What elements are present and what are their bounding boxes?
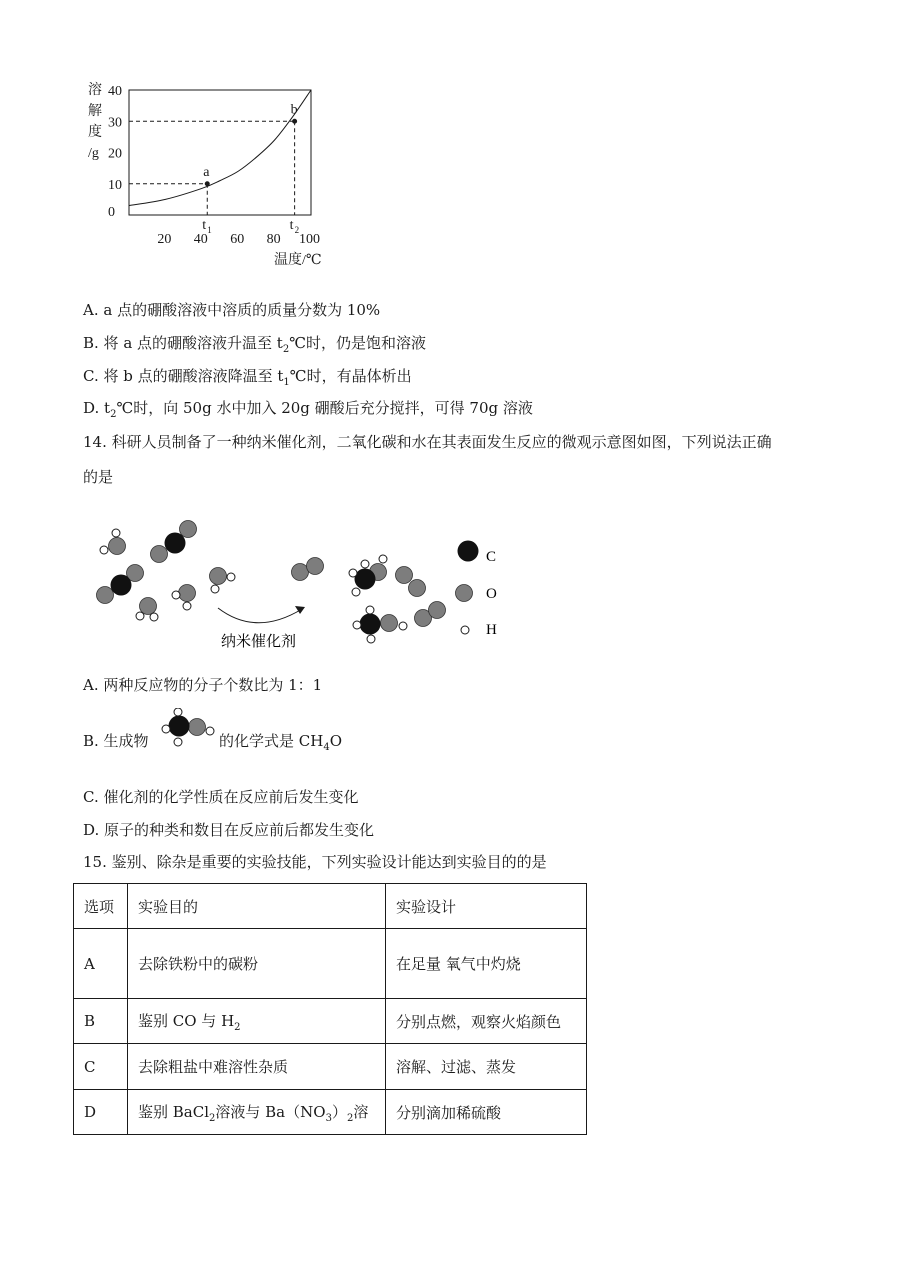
legend-c: C — [486, 549, 497, 565]
solubility-curve — [129, 90, 311, 206]
table-row — [74, 1090, 587, 1135]
hydrogen-legend-icon — [461, 626, 469, 634]
o2-molecule — [292, 558, 324, 581]
row-design: 分别点燃，观察火焰颜色 — [386, 999, 587, 1044]
row-goal: 去除粗盐中难溶性杂质 — [128, 1044, 386, 1090]
point-t-subscript: 1 — [207, 225, 212, 235]
row-goal: 去除铁粉中的碳粉 — [128, 929, 386, 999]
x-tick-label: 40 — [193, 232, 208, 247]
y-tick-label: 40 — [108, 84, 122, 99]
y-tick-label: 0 — [108, 205, 115, 220]
x-tick-label: 100 — [299, 232, 320, 247]
row-design: 溶解、过滤、蒸发 — [386, 1044, 587, 1090]
point-label: a — [203, 164, 210, 180]
point-t-label: t — [202, 218, 207, 233]
water-molecule — [210, 568, 236, 594]
ylabel-char-3: /g — [88, 146, 99, 161]
water-molecule — [100, 529, 126, 555]
row-goal: 鉴别 BaCl$_2$溶液与 $Ba(NO_3)_2$溶 — [128, 1090, 386, 1135]
x-tick-label: 80 — [266, 232, 281, 247]
ch4o-molecule — [349, 555, 387, 596]
ch4o-molecule-icon — [158, 708, 218, 752]
table-row — [74, 929, 587, 999]
x-tick-label: 60 — [230, 232, 245, 247]
row-design: 在足量 氧气中灼烧 — [386, 929, 587, 999]
solubility-chart — [80, 78, 340, 274]
ylabel-char-2: 度 — [88, 125, 102, 140]
q13-option-b: B. 将 a 点的硼酸溶液升温至 $t_2℃$时，仍是饱和溶液 — [83, 334, 426, 355]
q14-stem-line2: 的是 — [83, 468, 114, 486]
row-design: 分别滴加稀硫酸 — [386, 1090, 587, 1135]
y-tick-label: 10 — [108, 177, 122, 193]
q14-option-b-suffix: 的化学式是 $CH_4O$ — [219, 732, 343, 753]
table-row — [74, 1044, 587, 1090]
ch4o-molecule — [353, 606, 407, 643]
xlabel: 温度/℃ — [274, 253, 322, 268]
oxygen-legend-icon — [456, 585, 473, 602]
co2-molecule — [97, 565, 144, 604]
experiment-table — [73, 883, 587, 1135]
header-design: 实验设计 — [386, 884, 587, 929]
q14-option-a: A. 两种反应物的分子个数比为 1：1 — [83, 676, 323, 694]
data-point — [292, 119, 297, 124]
legend — [456, 541, 498, 639]
y-tick-label: 30 — [108, 115, 122, 131]
y-tick-label: 20 — [108, 146, 122, 162]
point-t-label: t — [289, 218, 294, 233]
arrow-head-icon — [295, 606, 305, 614]
row-goal: 鉴别 CO 与 $H_2$ — [128, 999, 386, 1044]
point-label: b — [290, 102, 298, 118]
table-row — [74, 999, 587, 1044]
legend-h: H — [486, 622, 497, 638]
q13-option-d: D. $t_2℃$时，向 50g 水中加入 20g 硼酸后充分搅拌，可得 70g 溶液 — [83, 399, 533, 420]
o2-molecule — [396, 567, 426, 597]
o2-molecule — [415, 602, 446, 627]
reaction-arrow — [218, 608, 302, 623]
row-option: A — [74, 929, 128, 999]
q15-stem: 15. 鉴别、除杂是重要的实验技能，下列实验设计能达到实验目的的是 — [83, 853, 547, 871]
row-option: D — [74, 1090, 128, 1135]
point-t-subscript: 2 — [294, 225, 300, 235]
reaction-diagram — [90, 515, 510, 655]
legend-o: O — [486, 586, 497, 602]
co2-molecule — [151, 521, 197, 563]
ylabel-char-1: 解 — [88, 104, 102, 119]
header-goal: 实验目的 — [128, 884, 386, 929]
q13-option-c: C. 将 b 点的硼酸溶液降温至 $t_1℃$时，有晶体析出 — [83, 367, 412, 388]
q14-option-d: D. 原子的种类和数目在反应前后都发生变化 — [83, 821, 375, 839]
carbon-legend-icon — [458, 541, 479, 562]
table-header-row — [74, 884, 587, 929]
q14-option-b-prefix: B. 生成物 — [83, 732, 149, 750]
water-molecule — [136, 598, 158, 622]
water-molecule — [172, 585, 196, 611]
ylabel-char-0: 溶 — [88, 83, 102, 98]
header-option: 选项 — [74, 884, 128, 929]
plot-frame — [129, 90, 311, 215]
row-option: B — [74, 999, 128, 1044]
q14-option-c: C. 催化剂的化学性质在反应前后发生变化 — [83, 788, 359, 806]
q13-option-a: A. a 点的硼酸溶液中溶质的质量分数为 10% — [83, 301, 381, 319]
catalyst-label: 纳米催化剂 — [221, 634, 297, 650]
row-option: C — [74, 1044, 128, 1090]
data-point — [205, 181, 210, 186]
x-tick-label: 20 — [157, 232, 172, 247]
q14-stem-line1: 14. 科研人员制备了一种纳米催化剂，二氧化碳和水在其表面发生反应的微观示意图如图，下列说法正确 — [83, 433, 772, 451]
